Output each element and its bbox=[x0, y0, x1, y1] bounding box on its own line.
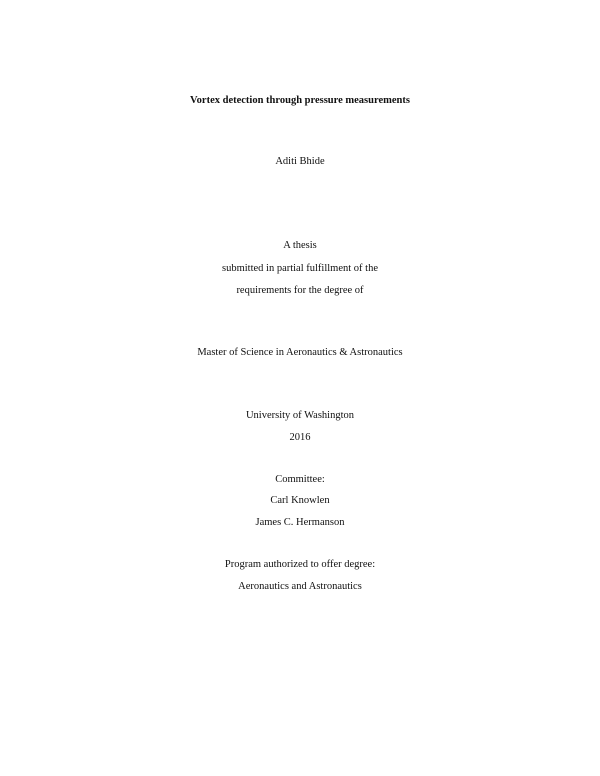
committee-member: Carl Knowlen bbox=[270, 495, 330, 506]
year: 2016 bbox=[289, 432, 311, 443]
institution-name: University of Washington bbox=[245, 410, 355, 421]
thesis-statement-line-3: requirements for the degree of bbox=[236, 285, 364, 296]
degree-name: Master of Science in Aeronautics & Astronautics bbox=[197, 347, 403, 358]
thesis-statement-line-1: A thesis bbox=[283, 240, 317, 251]
program-name: Aeronautics and Astronautics bbox=[238, 581, 362, 592]
committee-heading: Committee: bbox=[275, 474, 325, 485]
author-name: Aditi Bhide bbox=[275, 156, 325, 167]
thesis-title: Vortex detection through pressure measurements bbox=[190, 95, 410, 106]
program-heading: Program authorized to offer degree: bbox=[224, 559, 376, 570]
thesis-statement-line-2: submitted in partial fulfillment of the bbox=[221, 263, 378, 274]
committee-member: James C. Hermanson bbox=[255, 517, 345, 528]
